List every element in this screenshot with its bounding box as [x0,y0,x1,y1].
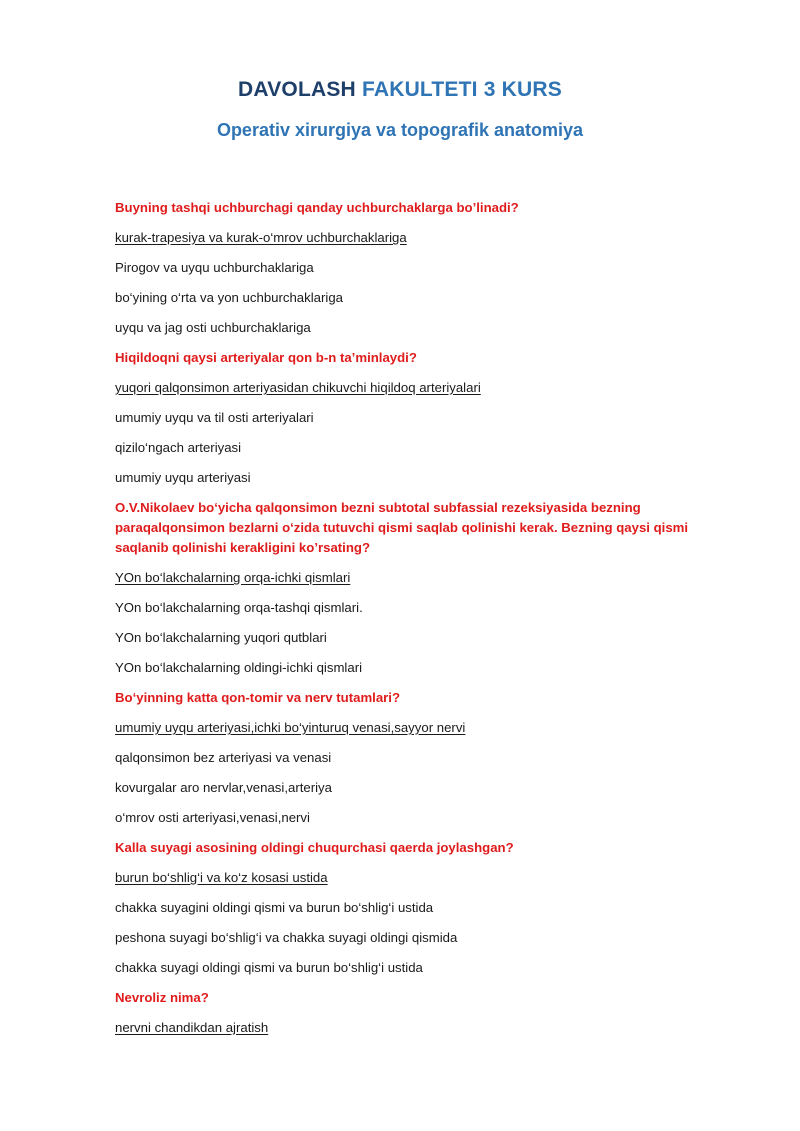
question-text: Hiqildoqni qaysi arteriyalar qon b-n ta’minlaydi? [115,350,417,365]
correct-answer: umumiy uyqu arteriyasi,ichki bo‘yinturuq venasi,sayyor nervi [115,720,466,735]
answer-option: o‘mrov osti arteriyasi,venasi,nervi [115,810,310,825]
answer-option: peshona suyagi bo‘shlig‘i va chakka suyagi oldingi qismida [115,930,458,945]
answer-option: chakka suyagi oldingi qismi va burun bo‘shlig‘i ustida [115,960,423,975]
title-part-1: DAVOLASH [238,78,356,101]
page-subtitle: Operativ xirurgiya va topografik anatomiya [216,120,584,140]
question-list [115,198,740,1048]
answer-option: qalqonsimon bez arteriyasi va venasi [115,750,332,765]
correct-answer: burun bo‘shlig‘i va ko‘z kosasi ustida [115,870,328,885]
answer-option: kovurgalar aro nervlar,venasi,arteriya [115,780,332,795]
page-title [0,78,800,102]
answer-option: bo‘yining o‘rta va yon uchburchaklariga [115,290,343,305]
answer-option: umumiy uyqu va til osti arteriyalari [115,410,314,425]
correct-answer: yuqori qalqonsimon arteriyasidan chikuvchi hiqildoq arteriyalari [115,380,481,395]
answer-option: Pirogov va uyqu uchburchaklariga [115,260,314,275]
correct-answer: nervni chandikdan ajratish [115,1020,269,1035]
question-text: Kalla suyagi asosining oldingi chuqurchasi qaerda joylashgan? [115,840,514,855]
question-text: O.V.Nikolaev bo‘yicha qalqonsimon bezni subtotal subfassial rezeksiyasida bezning paraqalqonsimon bezlarni o‘zida tutuvchi qismi saqlab qolinishi kerak. Bezning qaysi qismi saqlanib qolinishi kerakligini ko’rsating? [115,500,689,555]
answer-option: uyqu va jag osti uchburchaklariga [115,320,311,335]
answer-option: qizilo‘ngach arteriyasi [115,440,242,455]
answer-option: YOn bo‘lakchalarning orqa-tashqi qismlari. [115,600,363,615]
correct-answer: kurak-trapesiya va kurak-o‘mrov uchburchaklariga [115,230,407,245]
answer-option: umumiy uyqu arteriyasi [115,470,251,485]
title-part-2: FAKULTETI 3 KURS [361,78,562,101]
answer-option: chakka suyagini oldingi qismi va burun bo‘shlig‘i ustida [115,900,434,915]
question-text: Buyning tashqi uchburchagi qanday uchburchaklarga bo’linadi? [115,200,519,215]
correct-answer: YOn bo‘lakchalarning orqa-ichki qismlari [115,570,351,585]
question-text: Nevroliz nima? [115,990,209,1005]
question-text: Bo‘yinning katta qon-tomir va nerv tutamlari? [115,690,401,705]
answer-option: YOn bo‘lakchalarning yuqori qutblari [115,630,327,645]
answer-option: YOn bo‘lakchalarning oldingi-ichki qismlari [115,660,363,675]
